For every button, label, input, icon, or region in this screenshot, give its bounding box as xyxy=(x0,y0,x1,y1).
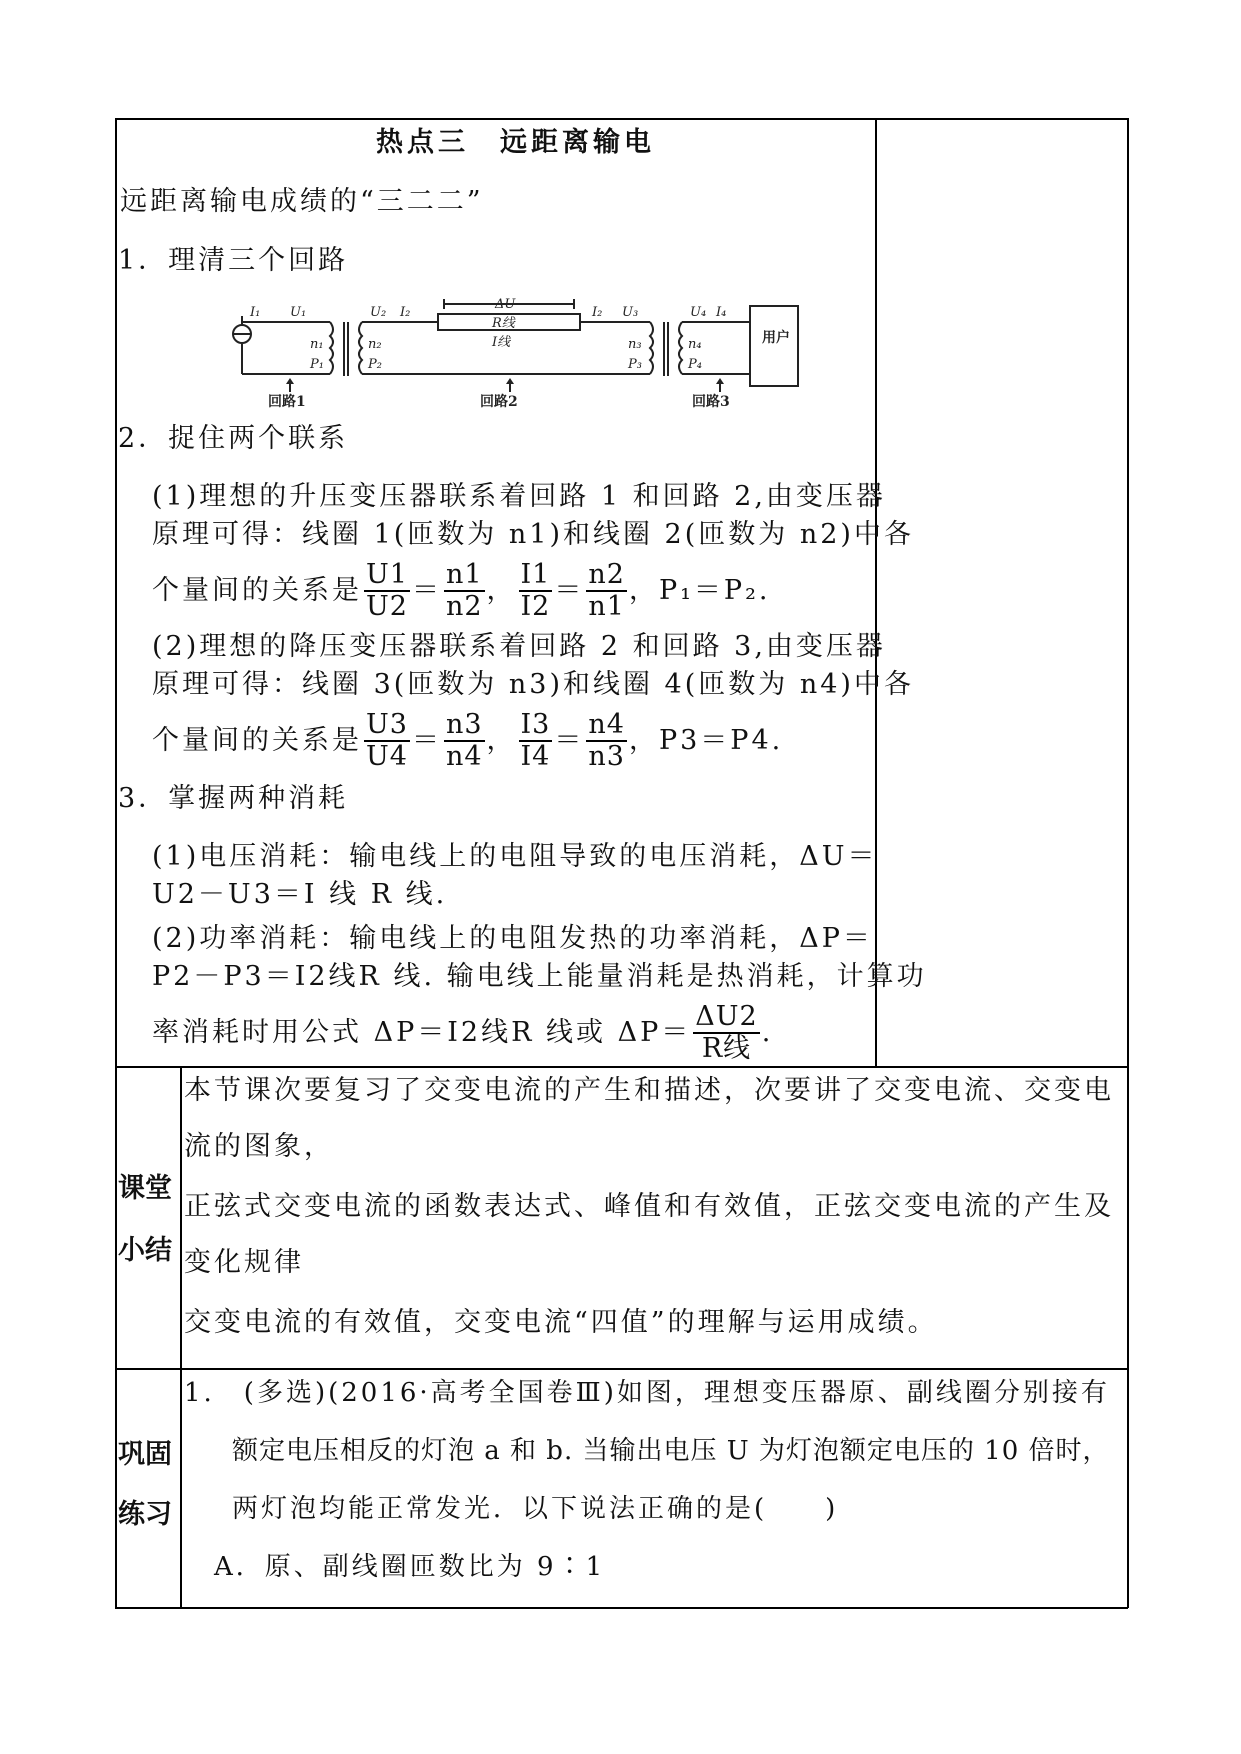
label-n1: n₁ xyxy=(310,337,324,352)
user-label: 用户 xyxy=(762,330,790,346)
exercise-q1-line3: 两灯泡均能正常发光．以下说法正确的是( ) xyxy=(232,1494,839,1524)
item2-p1-line1: (1)理想的升压变压器联系着回路 1 和回路 2,由变压器 xyxy=(152,481,886,512)
item3-heading: 3．掌握两种消耗 xyxy=(118,783,349,814)
label-p4: P₄ xyxy=(688,357,702,372)
frac-den: n3 xyxy=(588,741,625,772)
label-p2: P₂ xyxy=(368,357,382,372)
label-n3: n₃ xyxy=(628,337,642,352)
frac-den: n2 xyxy=(445,591,483,622)
summary-line: 正弦式交变电流的函数表达式、峰值和有效值，正弦交变电流的产生及 xyxy=(184,1191,1114,1222)
item3-voltage-line1: (1)电压消耗：输电线上的电阻导致的电压消耗，ΔU＝ xyxy=(152,841,878,872)
label-delta-u: ΔU xyxy=(495,297,516,312)
frac-den: U2 xyxy=(366,591,408,622)
exercise-q1-line2: 额定电压相反的灯泡 a 和 b. 当输出电压 U 为灯泡额定电压的 10 倍时， xyxy=(232,1436,1110,1466)
item3-power-line3 xyxy=(152,1002,773,1064)
label-r-line: R线 xyxy=(492,316,515,331)
fraction-i1-i2 xyxy=(519,560,553,622)
item3-power-line1: (2)功率消耗：输电线上的电阻发热的功率消耗，ΔP＝ xyxy=(152,923,873,954)
summary-line: 流的图象， xyxy=(184,1131,334,1162)
p3-tail: . xyxy=(761,1017,774,1048)
equals: ＝ xyxy=(411,725,442,756)
frac-num: U1 xyxy=(366,559,408,590)
loop-label-1: 回路1 xyxy=(268,394,306,408)
item2-p1-line2: 原理可得：线圈 1(匝数为 n1)和线圈 2(匝数为 n2)中各 xyxy=(152,519,914,550)
equals: ＝ xyxy=(411,575,442,606)
loop-label-3: 回路3 xyxy=(692,394,730,408)
frac-den: n4 xyxy=(445,741,483,772)
separator: ， xyxy=(486,575,517,606)
fraction-n4-n3 xyxy=(586,710,627,772)
item2-p2-line2: 原理可得：线圈 3(匝数为 n3)和线圈 4(匝数为 n4)中各 xyxy=(152,669,914,700)
equals: ＝ xyxy=(554,725,585,756)
frac-num: ΔU2 xyxy=(695,1001,758,1032)
label-u4: U₄ xyxy=(690,305,707,320)
label-i1: I₁ xyxy=(250,305,261,320)
label-p1: P₁ xyxy=(310,357,324,372)
exercise-q1-line1: 1. (多选)(2016·高考全国卷Ⅲ)如图，理想变压器原、副线圈分别接有 xyxy=(184,1378,1110,1408)
p2-tail: P3＝P4. xyxy=(658,725,784,756)
separator: ， xyxy=(628,575,659,606)
section-title: 热点三 远距离输电 xyxy=(376,127,655,158)
equals: ＝ xyxy=(554,575,585,606)
p1-prefix: 个量间的关系是 xyxy=(152,575,362,606)
item2-heading: 2．捉住两个联系 xyxy=(118,423,349,454)
transmission-circuit-diagram xyxy=(230,296,810,408)
exercise-option-a: A．原、副线圈匝数比为 9∶1 xyxy=(214,1552,606,1582)
item1-heading: 1．理清三个回路 xyxy=(118,245,349,276)
label-u2: U₂ xyxy=(370,305,387,320)
separator: ， xyxy=(628,725,659,756)
exercise-label-2: 练习 xyxy=(118,1499,172,1530)
separator: ， xyxy=(486,725,517,756)
label-i4: I₄ xyxy=(716,305,727,320)
p2-prefix: 个量间的关系是 xyxy=(152,725,362,756)
loop-label-2: 回路2 xyxy=(480,394,518,408)
frac-num: I1 xyxy=(520,559,551,590)
label-i-line: I线 xyxy=(492,335,511,350)
p3-prefix: 率消耗时用公式 ΔP＝I2线R 线或 ΔP＝ xyxy=(152,1017,692,1048)
frac-den: n1 xyxy=(588,591,625,622)
label-i2b: I₂ xyxy=(592,305,603,320)
frac-num: n2 xyxy=(588,559,625,590)
frac-den: U4 xyxy=(366,741,408,772)
summary-label-2: 小结 xyxy=(118,1235,172,1266)
fraction-n2-n1 xyxy=(586,560,627,622)
p1-tail: P₁＝P₂. xyxy=(658,575,771,606)
summary-line: 变化规律 xyxy=(184,1247,304,1278)
frac-den: R线 xyxy=(701,1033,752,1064)
item3-power-line2: P2－P3＝I2线R 线. 输电线上能量消耗是热消耗，计算功 xyxy=(152,961,927,992)
item2-p2-line3 xyxy=(152,710,783,772)
fraction-n1-n2 xyxy=(444,560,485,622)
item3-voltage-line2: U2－U3＝I 线 R 线. xyxy=(152,879,448,910)
frac-num: n3 xyxy=(445,709,483,740)
item2-p1-line3 xyxy=(152,560,771,622)
item2-p2-line1: (2)理想的降压变压器联系着回路 2 和回路 3,由变压器 xyxy=(152,631,886,662)
frac-den: I2 xyxy=(520,591,551,622)
label-n2: n₂ xyxy=(368,337,382,352)
fraction-n3-n4 xyxy=(444,710,485,772)
fraction-u3-u4 xyxy=(364,710,410,772)
intro-text: 远距离输电成绩的“三二二” xyxy=(120,186,484,217)
fraction-du2-rline xyxy=(693,1002,759,1064)
fraction-u1-u2 xyxy=(364,560,410,622)
label-p3: P₃ xyxy=(628,357,642,372)
label-u3: U₃ xyxy=(622,305,639,320)
frac-num: n4 xyxy=(588,709,625,740)
fraction-i3-i4 xyxy=(519,710,553,772)
label-n4: n₄ xyxy=(688,337,702,352)
exercise-label-1: 巩固 xyxy=(118,1439,172,1470)
label-u1: U₁ xyxy=(290,305,307,320)
frac-den: I4 xyxy=(520,741,551,772)
label-i2a: I₂ xyxy=(400,305,411,320)
frac-num: I3 xyxy=(520,709,551,740)
summary-line: 交变电流的有效值，交变电流“四值”的理解与运用成绩。 xyxy=(184,1307,938,1338)
summary-line: 本节课次要复习了交变电流的产生和描述，次要讲了交变电流、交变电 xyxy=(184,1075,1114,1106)
frac-num: n1 xyxy=(445,559,483,590)
summary-label-1: 课堂 xyxy=(118,1173,172,1204)
frac-num: U3 xyxy=(366,709,408,740)
